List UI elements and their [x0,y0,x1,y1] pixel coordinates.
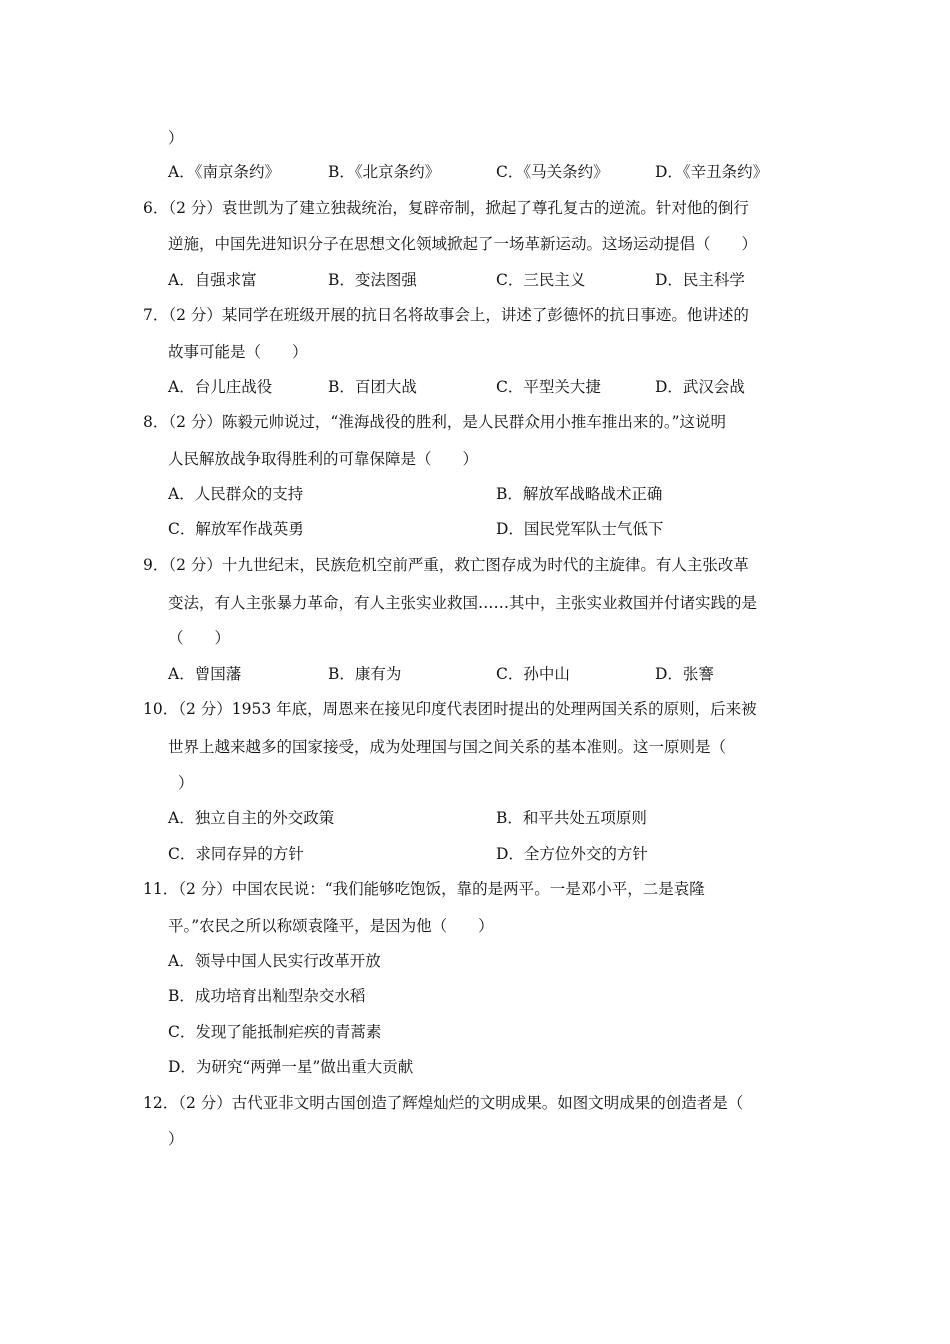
q8-option-a[interactable]: A．人民群众的支持 [168,485,304,503]
q8-stem-line-1: 8．（2 分）陈毅元帅说过，“淮海战役的胜利，是人民群众用小推车推出来的。”这说明 [143,413,727,431]
q9-option-d[interactable]: D．张謇 [655,665,714,683]
q8-option-c[interactable]: C．解放军作战英勇 [168,520,304,538]
q7-option-a[interactable]: A．台儿庄战役 [168,378,273,396]
q12-stem-line-1: 12．（2 分）古代亚非文明古国创造了辉煌灿烂的文明成果。如图文明成果的创造者是（ [143,1094,744,1112]
q5-option-b[interactable]: B．《北京条约》 [328,163,441,181]
q10-option-c[interactable]: C．求同存异的方针 [168,845,304,863]
q9-option-a[interactable]: A．曾国藩 [168,665,242,683]
q6-stem-line-2: 逆施，中国先进知识分子在思想文化领域掀起了一场革新运动。这场运动提倡（ ） [168,235,758,253]
q9-stem-line-3: （ ） [168,629,231,647]
q5-tail: ） [168,129,184,147]
q6-option-b[interactable]: B．变法图强 [328,271,417,289]
q7-option-b[interactable]: B．百团大战 [328,378,417,396]
q11-option-d[interactable]: D．为研究“两弹一星”做出重大贡献 [168,1058,414,1076]
q9-stem-line-2: 变法，有人主张暴力革命，有人主张实业救国……其中，主张实业救国并付诸实践的是 [168,594,758,612]
q5-option-a[interactable]: A．《南京条约》 [168,163,280,181]
q9-stem-line-1: 9．（2 分）十九世纪末，民族危机空前严重，救亡图存成为时代的主旋律。有人主张改革 [143,556,749,574]
q11-option-b[interactable]: B．成功培育出籼型杂交水稻 [168,987,366,1005]
q11-option-a[interactable]: A．领导中国人民实行改革开放 [168,952,381,970]
q10-option-d[interactable]: D．全方位外交的方针 [496,845,648,863]
q6-option-c[interactable]: C．三民主义 [496,271,586,289]
q7-option-c[interactable]: C．平型关大捷 [496,378,601,396]
q11-option-c[interactable]: C．发现了能抵制疟疾的青蒿素 [168,1023,382,1041]
q12-stem-line-2: ） [168,1130,184,1148]
q10-option-a[interactable]: A．独立自主的外交政策 [168,809,335,827]
q6-stem-line-1: 6．（2 分）袁世凯为了建立独裁统治，复辟帝制，掀起了尊孔复古的逆流。针对他的倒行 [143,199,749,217]
q11-stem-line-2: 平。”农民之所以称颂袁隆平，是因为他（ ） [168,917,494,935]
q11-stem-line-1: 11．（2 分）中国农民说：“我们能够吃饱饭，靠的是两平。一是邓小平，二是袁隆 [143,880,705,898]
q8-option-b[interactable]: B．解放军战略战术正确 [496,485,663,503]
q7-stem-line-2: 故事可能是（ ） [168,343,308,361]
q9-option-b[interactable]: B．康有为 [328,665,402,683]
q6-option-a[interactable]: A．自强求富 [168,271,257,289]
q10-stem-line-3: ） [178,774,194,792]
q6-option-d[interactable]: D．民主科学 [655,271,745,289]
q7-stem-line-1: 7．（2 分）某同学在班级开展的抗日名将故事会上，讲述了彭德怀的抗日事迹。他讲述的 [143,306,749,324]
q10-option-b[interactable]: B．和平共处五项原则 [496,809,647,827]
q8-option-d[interactable]: D．国民党军队士气低下 [496,520,664,538]
q5-option-c[interactable]: C．《马关条约》 [496,163,609,181]
q5-option-d[interactable]: D．《辛丑条约》 [655,163,769,181]
q10-stem-line-1: 10．（2 分）1953 年底，周恩来在接见印度代表团时提出的处理两国关系的原则，后来被 [143,700,757,718]
q8-stem-line-2: 人民解放战争取得胜利的可靠保障是（ ） [168,450,479,468]
q9-option-c[interactable]: C．孙中山 [496,665,570,683]
q7-option-d[interactable]: D．武汉会战 [655,378,745,396]
q10-stem-line-2: 世界上越来越多的国家接受，成为处理国与国之间关系的基本准则。这一原则是（ [168,738,727,756]
